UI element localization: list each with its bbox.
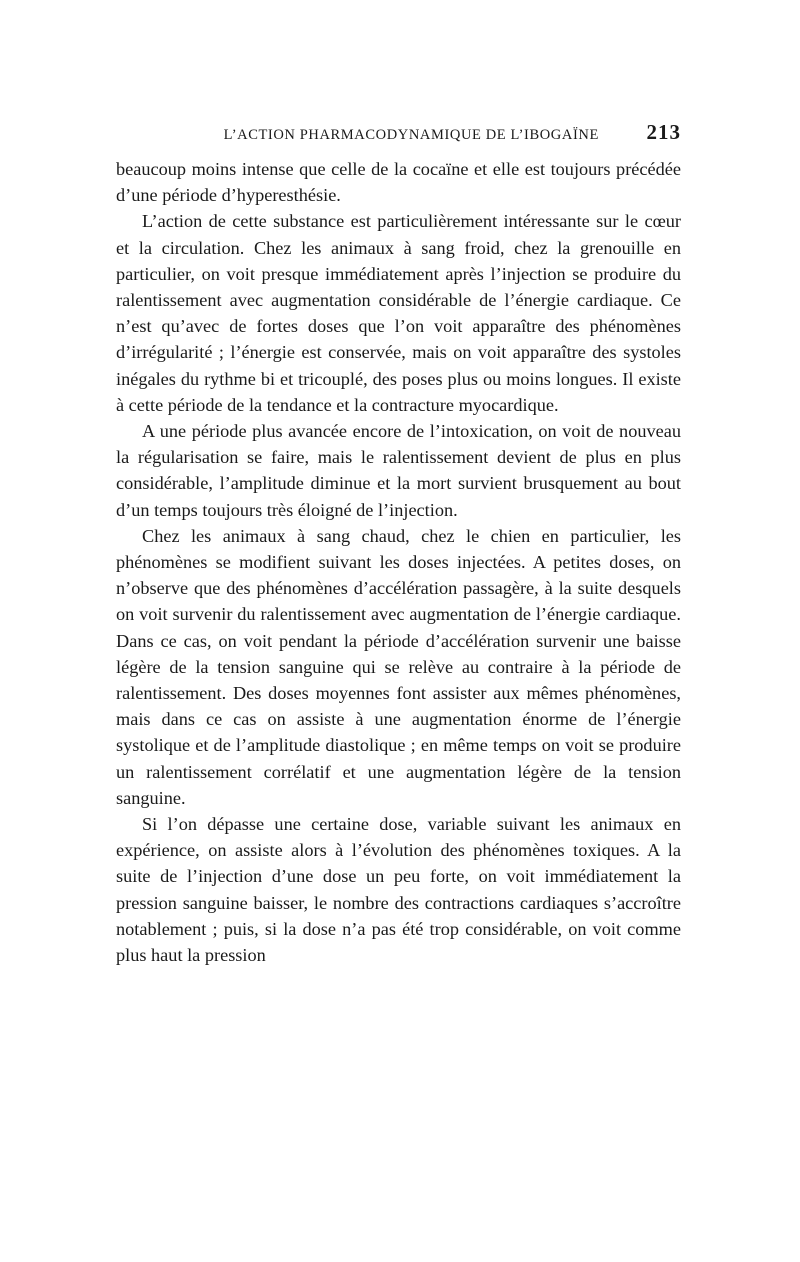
paragraph-heart-circulation: L’action de cette substance est particulièrement intéressante sur le cœur et la circulation. Chez les animaux à sang froid, chez la grenouille en particulier, on voit presque immédiatement après l’injection se produire du ralentissement avec augmentation considérable de l’énergie cardiaque. Ce n’est qu’avec de fortes doses que l’on voit apparaître des phénomènes d’irrégularité ; l’énergie est conservée, mais on voit apparaître des systoles inégales du rythme bi et tricouplé, des poses plus ou moins longues. Il existe à cette période de la tendance et la contracture myocardique. [116,211,681,415]
book-page [116,120,681,968]
paragraph-continuation: beaucoup moins intense que celle de la cocaïne et elle est toujours précédée d’une période d’hyperesthésie. [116,159,681,206]
paragraph-advanced-intoxication: A une période plus avancée encore de l’intoxication, on voit de nouveau la régularisation se faire, mais le ralentissement devient de plus en plus considérable, l’amplitude diminue et la mort survient brusquement au bout d’un temps toujours très éloigné de l’injection. [116,421,681,520]
body-text [116,156,681,968]
running-header [116,120,681,146]
page-number: 213 [646,120,681,144]
running-title: L’ACTION PHARMACODYNAMIQUE DE L’IBOGAÏNE [223,127,599,143]
paragraph-toxic-dose: Si l’on dépasse une certaine dose, variable suivant les animaux en expérience, on assiste alors à l’évolution des phénomènes toxiques. A la suite de l’injection d’une dose un peu forte, on voit immédiatement la pression sanguine baisser, le nombre des contractions cardiaques s’accroître notablement ; puis, si la dose n’a pas été trop considérable, on voit comme plus haut la pression [116,814,681,966]
paragraph-warm-blooded: Chez les animaux à sang chaud, chez le chien en particulier, les phénomènes se modifient suivant les doses injectées. A petites doses, on n’observe que des phénomènes d’accélération passagère, à la suite desquels on voit survenir du ralentissement avec augmentation de l’énergie cardiaque. Dans ce cas, on voit pendant la période d’accélération survenir une baisse légère de la tension sanguine qui se relève au contraire à la période de ralentissement. Des doses moyennes font assister aux mêmes phénomènes, mais dans ce cas on assiste à une augmentation énorme de l’énergie systolique et de l’amplitude diastolique ; en même temps on voit se produire un ralentissement corrélatif et une augmentation légère de la tension sanguine. [116,525,681,808]
